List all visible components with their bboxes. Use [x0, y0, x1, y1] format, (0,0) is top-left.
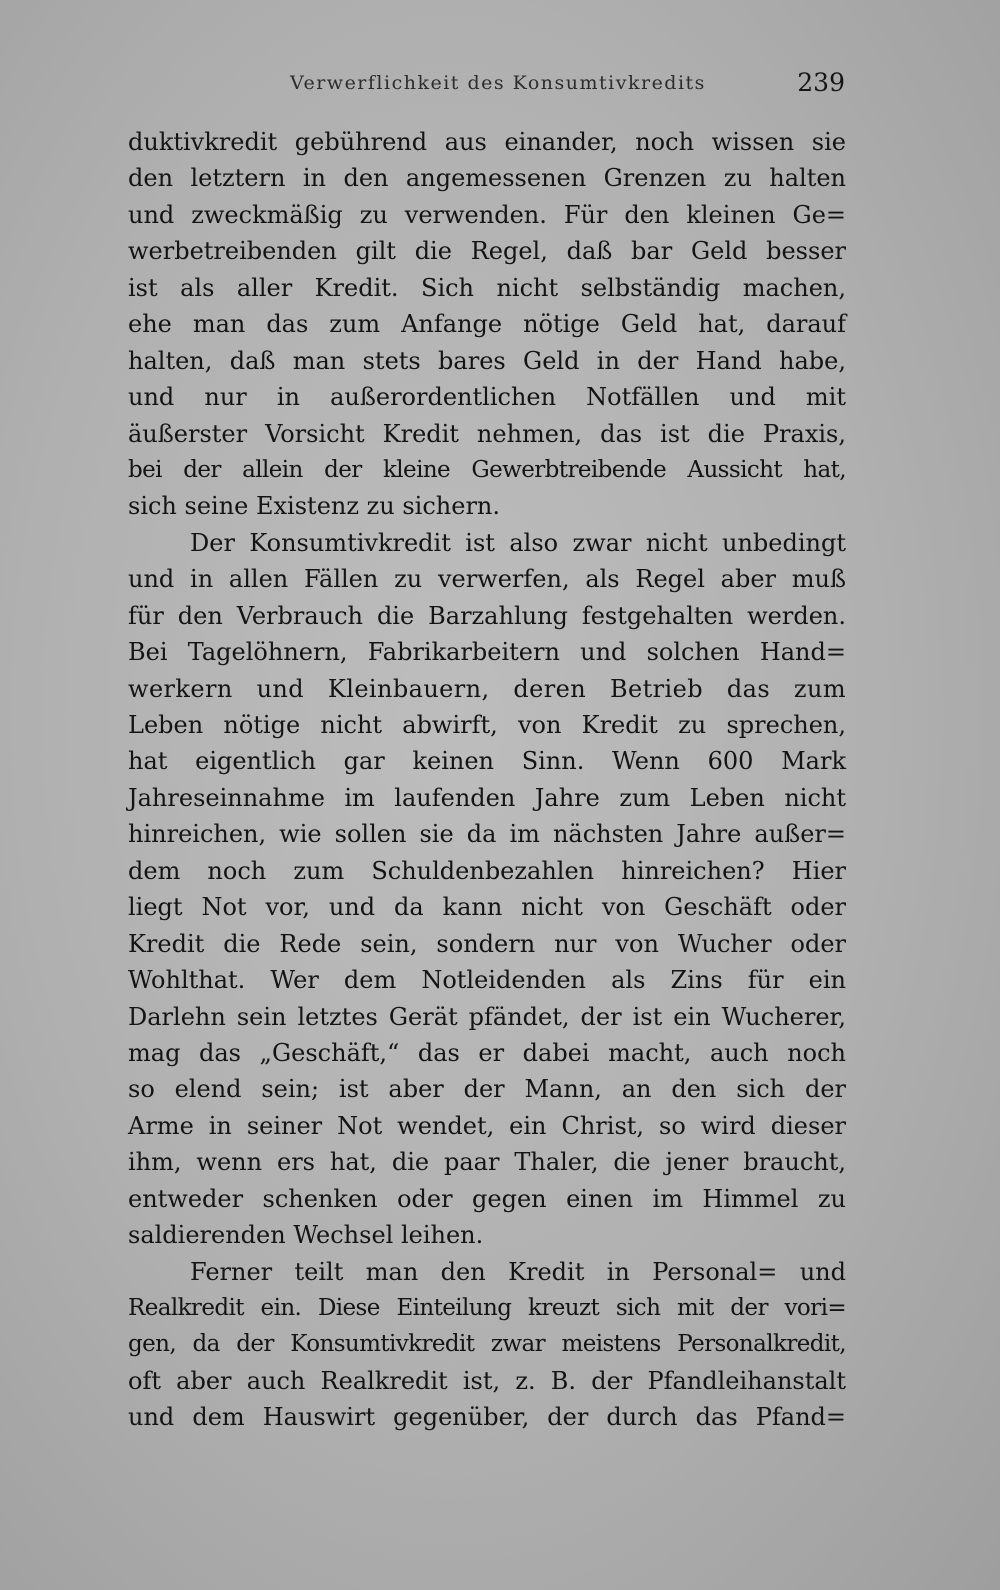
text-line: äußerster Vorsicht Kredit nehmen, das ist die Praxis,: [128, 419, 846, 448]
text-line: werbetreibenden gilt die Regel, daß bar Geld besser: [128, 237, 846, 266]
text-line: Jahreseinnahme im laufenden Jahre zum Leben nicht: [128, 783, 846, 812]
text-line: so elend sein; ist aber der Mann, an den sich der: [128, 1075, 846, 1104]
text-line: mag das „Geschäft,“ das er dabei macht, auch noch: [128, 1038, 846, 1067]
text-line: und dem Hauswirt gegenüber, der durch das Pfand=: [128, 1403, 846, 1432]
text-line: gen, da der Konsumtivkredit zwar meistens Personalkredit,: [128, 1331, 846, 1358]
text-line: für den Verbrauch die Barzahlung festgehalten werden.: [128, 601, 846, 630]
text-line: entweder schenken oder gegen einen im Himmel zu: [128, 1184, 846, 1213]
body-text: [128, 124, 846, 1436]
text-line: halten, daß man stets bares Geld in der Hand habe,: [128, 346, 846, 375]
text-line: hinreichen, wie sollen sie da im nächsten Jahre außer=: [128, 820, 846, 849]
text-line: duktivkredit gebührend aus einander, noch wissen sie: [128, 128, 846, 156]
text-line: Darlehn sein letztes Gerät pfändet, der ist ein Wucherer,: [128, 1002, 846, 1031]
text-line: Bei Tagelöhnern, Fabrikarbeitern und solchen Hand=: [128, 638, 846, 667]
text-line: Ferner teilt man den Kredit in Personal= und: [190, 1257, 846, 1286]
text-line: sich seine Existenz zu sichern.: [128, 492, 501, 521]
text-line: ihm, wenn ers hat, die paar Thaler, die jener braucht,: [128, 1148, 846, 1177]
text-line: ehe man das zum Anfange nötige Geld hat, darauf: [128, 310, 846, 339]
running-head: Verwerflichkeit des Konsumtivkredits: [290, 72, 706, 94]
text-line: werkern und Kleinbauern, deren Betrieb das zum: [128, 674, 846, 703]
text-line: bei der allein der kleine Gewerbtreibende Aussicht hat,: [128, 456, 846, 483]
text-line: Realkredit ein. Diese Einteilung kreuzt sich mit der vori=: [128, 1295, 846, 1321]
text-line: ist als aller Kredit. Sich nicht selbständig machen,: [128, 273, 846, 302]
text-line: und zweckmäßig zu verwenden. Für den kleinen Ge=: [128, 200, 846, 229]
text-line: und in allen Fällen zu verwerfen, als Regel aber muß: [128, 565, 846, 594]
text-line: Wohlthat. Wer dem Notleidenden als Zins für ein: [128, 966, 846, 995]
text-line: Arme in seiner Not wendet, ein Christ, so wird dieser: [128, 1111, 846, 1140]
text-line: oft aber auch Realkredit ist, z. B. der Pfandleihanstalt: [128, 1366, 846, 1395]
text-line: Leben nötige nicht abwirft, von Kredit zu sprechen,: [128, 711, 846, 739]
page-number: 239: [797, 68, 845, 97]
text-line: Kredit die Rede sein, sondern nur von Wucher oder: [128, 929, 846, 958]
text-line: und nur in außerordentlichen Notfällen und mit: [128, 383, 846, 412]
page-header: [130, 66, 845, 106]
text-line: Der Konsumtivkredit ist also zwar nicht unbedingt: [190, 528, 846, 557]
text-line: dem noch zum Schuldenbezahlen hinreichen? Hier: [128, 856, 846, 885]
text-line: liegt Not vor, und da kann nicht von Geschäft oder: [128, 893, 846, 922]
text-line: den letztern in den angemessenen Grenzen zu halten: [128, 164, 846, 193]
text-line: hat eigentlich gar keinen Sinn. Wenn 600 Mark: [128, 747, 846, 776]
text-line: saldierenden Wechsel leihen.: [128, 1221, 484, 1250]
